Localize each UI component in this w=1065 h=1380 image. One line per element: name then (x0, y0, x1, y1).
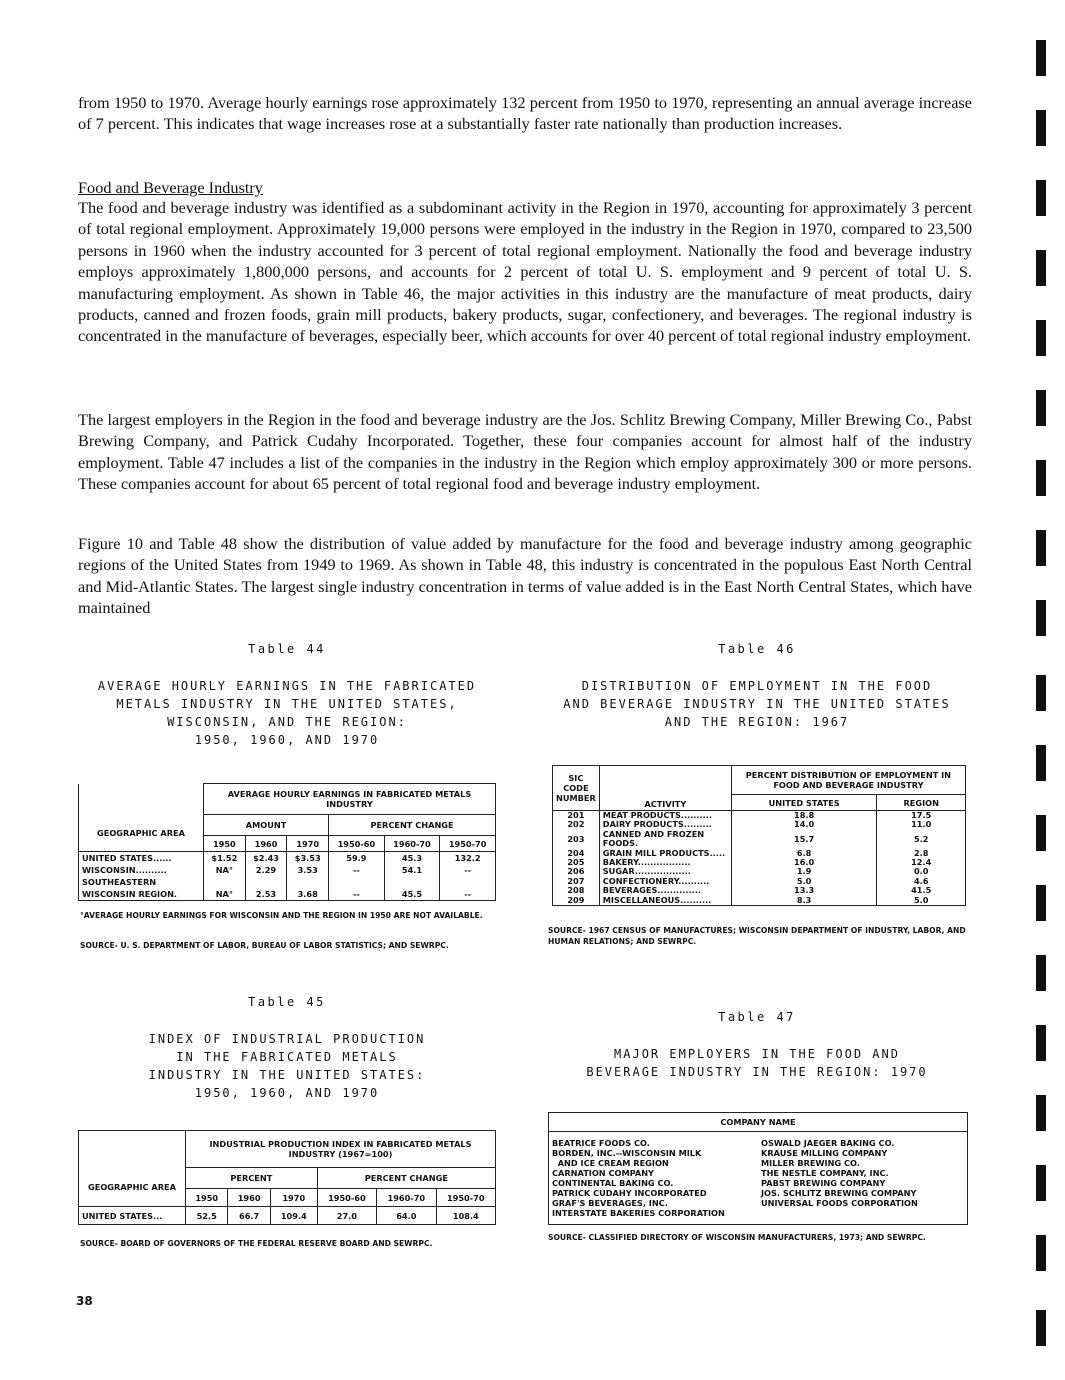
table-46-region: 0.0 (877, 867, 966, 876)
table-44-cell: $3.53 (287, 852, 329, 865)
scan-mark (1036, 1310, 1046, 1346)
table-45-cell: 52.5 (186, 1207, 228, 1225)
table-46 (552, 765, 966, 906)
table-46-sic: 204 (553, 849, 600, 858)
table-row (79, 1207, 496, 1225)
table-46-title: DISTRIBUTION OF EMPLOYMENT IN THE FOOD AND BEVERAGE INDUSTRY IN THE UNITED STATES AND THE REGION: 1967 (563, 679, 951, 729)
table-46-activity-header: ACTIVITY (599, 766, 731, 811)
company-name: UNIVERSAL FOODS CORPORATION (761, 1198, 918, 1208)
table-47-column-1 (549, 1132, 759, 1225)
company-name: BORDEN, INC.--WISCONSIN MILK (552, 1148, 702, 1158)
table-46-sic: 202 (553, 820, 600, 829)
scan-mark (1036, 955, 1046, 991)
table-44-cell: 45.3 (384, 852, 440, 865)
scan-mark (1036, 600, 1046, 636)
table-45-col: 1960-70 (377, 1189, 436, 1207)
table-44-cell (287, 876, 329, 888)
table-44-amount-header: AMOUNT (204, 815, 329, 836)
company-name: THE NESTLE COMPANY, INC. (761, 1168, 889, 1178)
table-45-geo-header: GEOGRAPHIC AREA (79, 1168, 186, 1207)
table-row (79, 876, 496, 888)
table-44-cell: $1.52 (204, 852, 246, 865)
table-45-col: 1950-70 (436, 1189, 495, 1207)
table-46-us: 6.8 (731, 849, 877, 858)
table-46-region: 11.0 (877, 820, 966, 829)
table-46-source: SOURCE- 1967 CENSUS OF MANUFACTURES; WISCONSIN DEPARTMENT OF INDUSTRY, LABOR, AND HUMAN RELATIONS; AND SEWRPC. (548, 926, 966, 946)
table-44-cell: 2.29 (245, 864, 287, 876)
company-name: INTERSTATE BAKERIES CORPORATION (552, 1208, 725, 1218)
company-name: CARNATION COMPANY (552, 1168, 654, 1178)
table-44-cell: 3.53 (287, 864, 329, 876)
scan-mark (1036, 460, 1046, 496)
table-44-cell: 132.2 (440, 852, 496, 865)
table-46-region: 5.2 (877, 830, 966, 849)
table-46-region: 41.5 (877, 886, 966, 895)
scan-mark (1036, 250, 1046, 286)
table-44-cell: -- (329, 864, 385, 876)
table-45-col: 1950-60 (317, 1189, 376, 1207)
table-row (79, 888, 496, 901)
company-name: PATRICK CUDAHY INCORPORATED (552, 1188, 707, 1198)
table-44-footnote: °AVERAGE HOURLY EARNINGS FOR WISCONSIN AND THE REGION IN 1950 ARE NOT AVAILABLE. (80, 911, 483, 920)
table-44 (78, 783, 496, 901)
table-46-us: 8.3 (731, 896, 877, 906)
table-45-area: UNITED STATES... (79, 1207, 186, 1225)
table-46-sic: 201 (553, 811, 600, 821)
table-44-col: 1970 (287, 836, 329, 852)
company-name: JOS. SCHLITZ BREWING COMPANY (761, 1188, 917, 1198)
table-45-cell: 66.7 (228, 1207, 270, 1225)
table-47 (548, 1112, 968, 1225)
table-44-cell (329, 876, 385, 888)
page-number: 38 (76, 1294, 93, 1308)
table-46-group-header: PERCENT DISTRIBUTION OF EMPLOYMENT IN FOOD AND BEVERAGE INDUSTRY (731, 766, 965, 795)
table-46-region: 12.4 (877, 858, 966, 867)
paragraph-value-added: Figure 10 and Table 48 show the distribution of value added by manufacture for the food and beverage industry among geographic regions of the United States from 1949 to 1969. As shown in Table 48, this industry is concentrated in the populous East North Central and Mid-Atlantic States. The largest single industry concentration in terms of value added is in the East North Central States, which have maintained (78, 534, 972, 618)
table-row (79, 864, 496, 876)
table-46-activity: GRAIN MILL PRODUCTS..... (599, 849, 731, 858)
table-44-cell: 3.68 (287, 888, 329, 901)
company-name: KRAUSE MILLING COMPANY (761, 1148, 888, 1158)
table-46-us: 14.0 (731, 820, 877, 829)
table-46-region: 5.0 (877, 896, 966, 906)
scan-mark (1036, 530, 1046, 566)
table-45 (78, 1130, 496, 1225)
table-45-cell: 27.0 (317, 1207, 376, 1225)
table-47-source: SOURCE- CLASSIFIED DIRECTORY OF WISCONSIN MANUFACTURERS, 1973; AND SEWRPC. (548, 1233, 926, 1242)
scan-mark (1036, 745, 1046, 781)
table-44-col: 1960-70 (384, 836, 440, 852)
table-45-chg-header: PERCENT CHANGE (317, 1168, 495, 1189)
table-row (553, 896, 966, 906)
table-46-activity: BAKERY................. (599, 858, 731, 867)
table-44-cell (245, 876, 287, 888)
table-45-col: 1970 (270, 1189, 317, 1207)
table-44-cell (440, 876, 496, 888)
table-44-cell: NA° (204, 864, 246, 876)
table-46-us: 16.0 (731, 858, 877, 867)
table-46-activity: CONFECTIONERY.......... (599, 877, 731, 886)
table-47-header: COMPANY NAME (549, 1113, 968, 1132)
table-44-area: UNITED STATES...... (79, 852, 204, 865)
table-45-number: Table 45 (248, 995, 326, 1009)
table-46-activity: MISCELLANEOUS.......... (599, 896, 731, 906)
scan-mark (1036, 180, 1046, 216)
table-46-us: 13.3 (731, 886, 877, 895)
section-heading-food-beverage: Food and Beverage Industry (78, 178, 263, 197)
table-44-col: 1950-70 (440, 836, 496, 852)
company-name: CONTINENTAL BAKING CO. (552, 1178, 674, 1188)
table-45-pct-header: PERCENT (186, 1168, 318, 1189)
table-46-sic: 203 (553, 830, 600, 849)
scan-mark (1036, 390, 1046, 426)
table-44-cell: $2.43 (245, 852, 287, 865)
table-46-us: 5.0 (731, 877, 877, 886)
scan-mark (1036, 1165, 1046, 1201)
table-45-source: SOURCE- BOARD OF GOVERNORS OF THE FEDERAL RESERVE BOARD AND SEWRPC. (80, 1239, 433, 1248)
table-44-blank (79, 784, 204, 815)
table-46-sic: 207 (553, 877, 600, 886)
table-45-cell: 64.0 (377, 1207, 436, 1225)
table-46-activity: CANNED AND FROZEN FOODS. (599, 830, 731, 849)
paragraph-wage-increases: from 1950 to 1970. Average hourly earnings rose approximately 132 percent from 1950 to 1970, representing an annual average increase of 7 percent. This indicates that wage increases rose at a substantially faster rate nationally than production increases. (78, 93, 972, 134)
table-44-cell: -- (440, 864, 496, 876)
scan-mark (1036, 40, 1046, 76)
table-44-cell: -- (329, 888, 385, 901)
table-44-area: WISCONSIN.......... (79, 864, 204, 876)
company-name: MILLER BREWING CO. (761, 1158, 860, 1168)
table-47-title: MAJOR EMPLOYERS IN THE FOOD AND BEVERAGE INDUSTRY IN THE REGION: 1970 (586, 1047, 928, 1079)
table-44-group-header: AVERAGE HOURLY EARNINGS IN FABRICATED METALS INDUSTRY (204, 784, 496, 815)
company-name: PABST BREWING COMPANY (761, 1178, 886, 1188)
table-46-region-header: REGION (877, 795, 966, 811)
table-46-region: 2.8 (877, 849, 966, 858)
scan-mark (1036, 1095, 1046, 1131)
table-46-sic: 209 (553, 896, 600, 906)
scan-mark (1036, 320, 1046, 356)
company-name: BEATRICE FOODS CO. (552, 1138, 650, 1148)
scan-mark (1036, 815, 1046, 851)
table-44-area: SOUTHEASTERN (79, 876, 204, 888)
table-44-cell: NA° (204, 888, 246, 901)
table-45-col: 1950 (186, 1189, 228, 1207)
paragraph-largest-employers: The largest employers in the Region in the food and beverage industry are the Jos. Schlitz Brewing Company, Miller Brewing Co., Pabst Brewing Company, and Patrick Cudahy Incorporated. Together, these four companies account for almost half of the industry employment. Table 47 includes a list of the companies in the industry in the Region which employ approximately 300 or more persons. These companies account for about 65 percent of total regional food and beverage industry employment. (78, 410, 972, 494)
table-46-activity: DAIRY PRODUCTS......... (599, 820, 731, 829)
table-44-cell: 59.9 (329, 852, 385, 865)
table-46-us: 18.8 (731, 811, 877, 821)
scan-mark (1036, 885, 1046, 921)
table-46-sic: 206 (553, 867, 600, 876)
table-47-column-2 (758, 1132, 968, 1225)
table-46-sic: 208 (553, 886, 600, 895)
table-46-region: 17.5 (877, 811, 966, 821)
table-44-cell: 2.53 (245, 888, 287, 901)
table-44-cell: -- (440, 888, 496, 901)
scan-mark (1036, 110, 1046, 146)
table-46-number: Table 46 (718, 642, 796, 656)
company-name: AND ICE CREAM REGION (552, 1158, 669, 1168)
table-44-col: 1950 (204, 836, 246, 852)
table-45-cell: 109.4 (270, 1207, 317, 1225)
table-45-cell: 108.4 (436, 1207, 495, 1225)
table-46-us: 1.9 (731, 867, 877, 876)
paragraph-food-beverage-overview: The food and beverage industry was identified as a subdominant activity in the Region in 1970, accounting for approximately 3 percent of total regional employment. Approximately 19,000 persons were employed in the industry in the Region in 1970, compared to 23,500 persons in 1960 when the industry accounted for 3 percent of total regional employment. Nationally the food and beverage industry employs approximately 1,800,000 persons, and accounts for 2 percent of total U. S. employment and 9 percent of total U. S. manufacturing employment. As shown in Table 46, the major activities in this industry are the manufacture of meat products, dairy products, canned and frozen foods, grain mill products, bakery products, sugar, confectionery, and beverages. The regional industry is concentrated in the manufacture of beverages, especially beer, which accounts for over 40 percent of total regional industry employment. (78, 198, 972, 346)
table-44-pct-header: PERCENT CHANGE (329, 815, 496, 836)
table-44-geo-header: GEOGRAPHIC AREA (79, 815, 204, 852)
table-44-cell (384, 876, 440, 888)
table-45-blank (79, 1131, 186, 1168)
table-44-cell (204, 876, 246, 888)
table-45-col: 1960 (228, 1189, 270, 1207)
scan-mark (1036, 1025, 1046, 1061)
table-46-activity: SUGAR.................. (599, 867, 731, 876)
table-44-cell: 45.5 (384, 888, 440, 901)
table-46-activity: BEVERAGES.............. (599, 886, 731, 895)
company-name: OSWALD JAEGER BAKING CO. (761, 1138, 895, 1148)
table-46-us-header: UNITED STATES (731, 795, 877, 811)
table-44-number: Table 44 (248, 642, 326, 656)
table-row (553, 830, 966, 849)
table-47-number: Table 47 (718, 1010, 796, 1024)
table-46-sic-header: SIC CODE NUMBER (553, 766, 600, 811)
table-44-area: WISCONSIN REGION. (79, 888, 204, 901)
table-row (79, 852, 496, 865)
table-46-activity: MEAT PRODUCTS.......... (599, 811, 731, 821)
table-46-us: 15.7 (731, 830, 877, 849)
table-45-title: INDEX OF INDUSTRIAL PRODUCTION IN THE FABRICATED METALS INDUSTRY IN THE UNITED STATES: 1950, 1960, AND 1970 (148, 1032, 426, 1100)
table-45-group-header: INDUSTRIAL PRODUCTION INDEX IN FABRICATED METALS INDUSTRY (1967=100) (186, 1131, 496, 1168)
table-44-source: SOURCE- U. S. DEPARTMENT OF LABOR, BUREAU OF LABOR STATISTICS; AND SEWRPC. (80, 941, 449, 950)
company-name: GRAF'S BEVERAGES, INC. (552, 1198, 668, 1208)
table-44-title: AVERAGE HOURLY EARNINGS IN THE FABRICATED METALS INDUSTRY IN THE UNITED STATES, WISCONSIN, AND THE REGION: 1950, 1960, AND 1970 (97, 679, 477, 747)
scan-mark (1036, 1235, 1046, 1271)
table-44-col: 1960 (245, 836, 287, 852)
scan-mark (1036, 675, 1046, 711)
table-44-col: 1950-60 (329, 836, 385, 852)
table-46-sic: 205 (553, 858, 600, 867)
table-44-cell: 54.1 (384, 864, 440, 876)
table-46-region: 4.6 (877, 877, 966, 886)
